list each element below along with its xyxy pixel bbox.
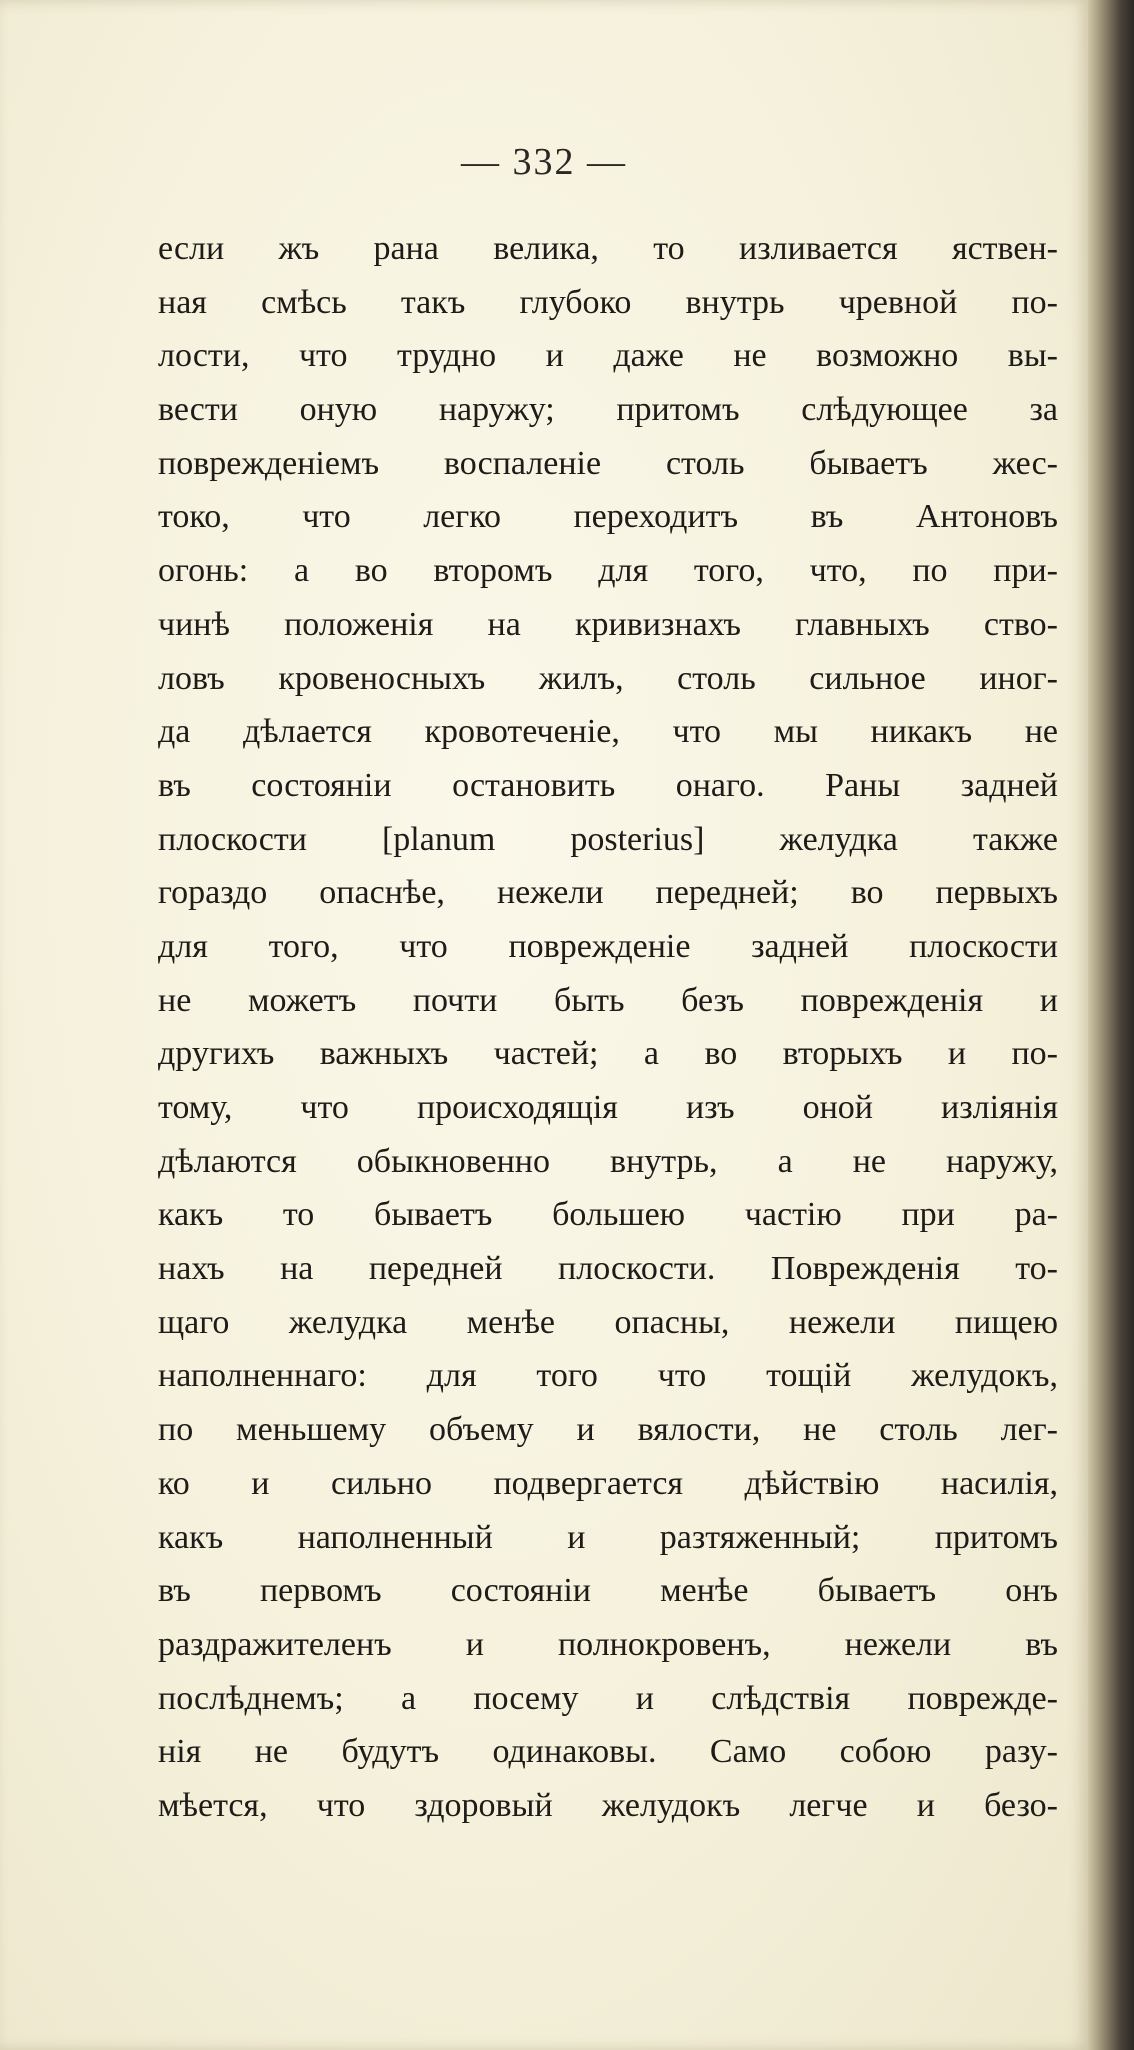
text-line: ко и сильно подвергается дѣйствію насилія,: [158, 1464, 1058, 1502]
text-line: вести оную наружу; притомъ слѣдующее за: [158, 391, 1058, 429]
page-number: — 332 —: [461, 141, 627, 183]
text-line: токо, что легко переходитъ въ Антоновъ: [158, 498, 1058, 536]
text-line: гораздо опаснѣе, нежели передней; во первыхъ: [158, 874, 1058, 912]
text-line: чинѣ положенія на кривизнахъ главныхъ ство-: [158, 605, 1058, 643]
text-line: наполненнаго: для того что тощій желудокъ,: [158, 1357, 1058, 1395]
text-line: ная смѣсь такъ глубоко внутрь чревной по-: [158, 283, 1058, 321]
text-line: дѣлаются обыкновенно внутрь, а не наружу,: [158, 1142, 1058, 1180]
text-line: лости, что трудно и даже не возможно вы-: [158, 337, 1058, 375]
text-line: нія не будутъ одинаковы. Само собою разу-: [158, 1733, 1058, 1771]
text-line: тому, что происходящія изъ оной изліянія: [158, 1089, 1058, 1126]
text-line: какъ то бываетъ большею частію при ра-: [158, 1196, 1058, 1234]
text-line: нахъ на передней плоскости. Поврежденія то-: [158, 1250, 1058, 1288]
text-line: щаго желудка менѣе опасны, нежели пищею: [158, 1303, 1058, 1341]
text-line: ловъ кровеносныхъ жилъ, столь сильное иног-: [158, 659, 1058, 697]
text-line: другихъ важныхъ частей; а во вторыхъ и по-: [158, 1035, 1058, 1073]
body-text: [158, 222, 1058, 1833]
text-line: мѣется, что здоровый желудокъ легче и безо-: [158, 1786, 1058, 1824]
text-line: для того, что поврежденіе задней плоскости: [158, 927, 1058, 965]
text-line: какъ наполненный и разтяженный; притомъ: [158, 1518, 1058, 1556]
text-line: огонь: а во второмъ для того, что, по при-: [158, 552, 1058, 590]
text-line: плоскости [planum posterius] желудка также: [158, 820, 1058, 858]
text-line: послѣднемъ; а посему и слѣдствія поврежде-: [158, 1679, 1058, 1717]
text-line: если жъ рана велика, то изливается яствен-: [158, 230, 1058, 267]
text-line: да дѣлается кровотеченіе, что мы никакъ не: [158, 713, 1058, 751]
text-line: въ состояніи остановить онаго. Раны задней: [158, 766, 1058, 804]
text-line: раздражителенъ и полнокровенъ, нежели въ: [158, 1625, 1058, 1663]
text-line: по меньшему объему и вялости, не столь лег-: [158, 1411, 1058, 1449]
book-spine-edge: [1088, 0, 1134, 2050]
text-line: въ первомъ состояніи менѣе бываетъ онъ: [158, 1572, 1058, 1610]
text-line: поврежденіемъ воспаленіе столь бываетъ жес-: [158, 444, 1058, 482]
text-line: не можетъ почти быть безъ поврежденія и: [158, 981, 1058, 1019]
